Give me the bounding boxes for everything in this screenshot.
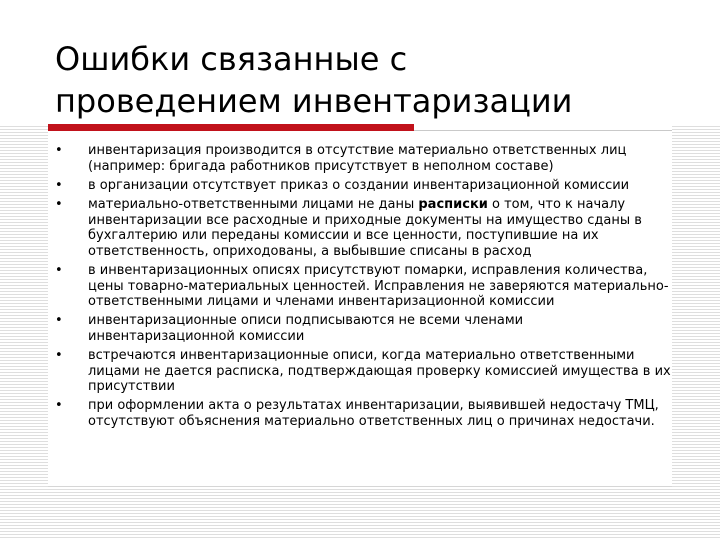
bullet-list bbox=[52, 143, 674, 433]
list-item bbox=[52, 263, 674, 310]
list-item bbox=[52, 348, 674, 395]
list-item-text: при оформлении акта о результатах инвентаризации, выявившей недостачу ТМЦ, отсутствуют объяснения материально ответственных лиц о причинах недостачи. bbox=[88, 398, 659, 430]
bullet-icon: • bbox=[55, 262, 63, 278]
list-item-text: инвентаризация производится в отсутствие материально ответственных лиц (например: бригада работников присутствует в неполном составе) bbox=[88, 143, 627, 174]
title-line-1: Ошибки связанные с bbox=[55, 40, 408, 78]
bullet-icon: • bbox=[55, 398, 63, 414]
bullet-icon: • bbox=[55, 143, 63, 158]
bullet-icon: • bbox=[55, 177, 63, 193]
list-item-text-before: материально-ответственными лицами не даны bbox=[88, 196, 419, 212]
title-line-2: проведением инвентаризации bbox=[55, 82, 573, 120]
bullet-icon: • bbox=[55, 348, 63, 364]
slide-title bbox=[55, 38, 675, 122]
list-item bbox=[52, 197, 674, 259]
list-item bbox=[52, 398, 674, 429]
list-item-text: встречаются инвентаризационные описи, когда материально ответственными лицами не дается расписка, подтверждающая проверку комиссией имущества в их присутствии bbox=[88, 348, 671, 395]
list-item-bold-text: расписки bbox=[418, 196, 488, 212]
list-item bbox=[52, 143, 674, 174]
list-item-text: инвентаризационные описи подписываются не всеми членами инвентаризационной комиссии bbox=[88, 313, 524, 344]
list-item-text-after: о том, что к началу инвентаризации все расходные и приходные документы на имущество сданы в бухгалтерию или переданы комиссии и все ценности, поступившие на их ответственность, оприходованы, а выбывшие списаны в расход bbox=[88, 196, 642, 259]
title-accent-bar bbox=[48, 124, 414, 131]
list-item-text: в инвентаризационных описях присутствуют помарки, исправления количества, цены товарно-материальных ценностей. Исправления не заверяются материально-ответственными лицами и членами инвентаризационной комиссии bbox=[88, 262, 669, 310]
bullet-icon: • bbox=[55, 313, 63, 329]
bullet-icon: • bbox=[55, 196, 63, 212]
list-item-text: в организации отсутствует приказ о создании инвентаризационной комиссии bbox=[88, 177, 630, 193]
list-item bbox=[52, 178, 674, 194]
list-item bbox=[52, 313, 674, 344]
bottom-divider bbox=[48, 486, 672, 487]
